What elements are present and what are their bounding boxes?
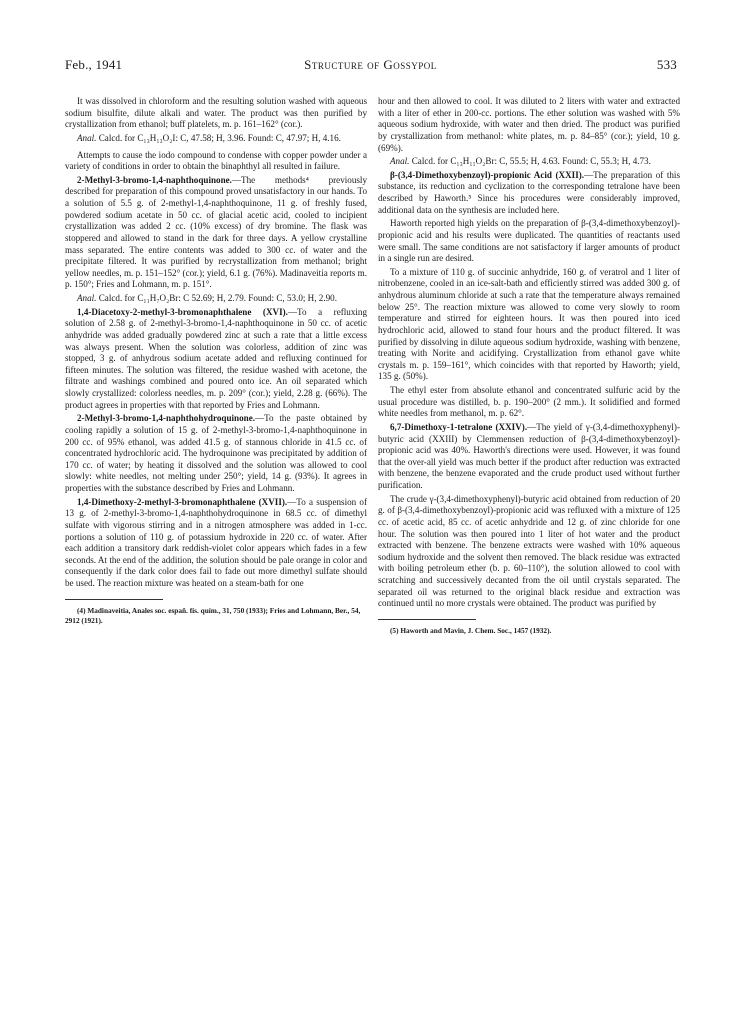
section-heading: 2-Methyl-3-bromo-1,4-naphthohydroquinone.: [77, 413, 256, 424]
analysis-text: Calcd. for C₁₃H₁₁O₂Br: C, 55.5; H, 4.63. Found: C, 55.3; H, 4.73.: [409, 156, 651, 167]
section-paragraph: [65, 497, 367, 590]
anal-label: Anal.: [77, 132, 97, 143]
section-text: —The preparation of this substance, its reduction and cyclization to the corresponding tetralone have been described by Haworth.⁵ Since his procedures were considerably improved, additional data on the synthesis are included here.: [378, 169, 680, 215]
footnote: (4) Madinaveitia, Anales soc. españ. fís. quím., 31, 750 (1933); Fries and Lohmann, Ber., 54, 2912 (1921).: [65, 605, 361, 625]
section-text: —To the paste obtained by cooling rapidly a solution of 15 g. of 2-methyl-3-bromo-1,4-naphthoquinone in 200 cc. of 95% ethanol, was added 41.5 g. of stannous chloride in 41.5 cc. of concentrated hydrochloric acid. The hydroquinone was precipitated by addition of 170 cc. of water; by heating it dissolved and the solution was allowed to cool slowly: white needles, not melting under 250°; yield, 14 g. (93%). It agrees in properties with the substance described by Fries and Lohmann.: [65, 413, 367, 493]
section-text: —The methods⁴ previously described for preparation of this compound proved unsatisfactory in our hands. To a solution of 5.5 g. of 2-methyl-1,4-naphthoquinone, 11 g. of freshly fused, powdered sodium acetate in 50 cc. of glacial acetic acid, cooled to incipient crystallization was added 2 cc. (10% excess) of dry bromine. The flask was stoppered and allowed to stand in the dark for three days. A yellow crystalline mass separated. The entire contents was added to 300 cc. of water and the precipitate filtered. It was purified by recrystallization from methanol; bright yellow needles, m. p. 151–152° (cor.); yield, 6.1 g. (76%). Madinaveitia reports m. p. 150°; Fries and Lohmann, m. p. 151°.: [65, 174, 367, 290]
section-text: —To a suspension of 13 g. of 2-methyl-3-bromo-1,4-naphthohydroquinone in 68.5 cc. of dimethyl sulfate with vigorous stirring and in a nitrogen atmosphere was added in 1-cc. portions a solution of 110 g. of potassium hydroxide in 220 cc. of water. After each addition a transitory dark reddish-violet color appears which fades in a few seconds. At the end of the addition, the solution should be pale orange in color and consequently if the dark color does fail to fade out more dimethyl sulfate should be used. The reaction mixture was heated on a steam-bath for one: [65, 496, 368, 588]
paragraph: To a mixture of 110 g. of succinic anhydride, 160 g. of veratrol and 1 liter of nitrobenzene, cooled in an ice-salt-bath and efficiently stirred was added 300 g. of anhydrous aluminum chloride at such a rate that the temperature always remained below 25°. The reaction mixture was allowed to come very slowly to room temperature and stirred for eighteen hours. It was then poured into iced hydrochloric acid, allowed to stand four hours and the product filtered. It was purified by dissolving in dilute aqueous sodium hydroxide, washing with benzene, treating with Norite and acidifying. Crystallization from ethanol gave white crystals m. p. 159–161°, which coincides with that reported by Haworth; yield, 135 g. (50%).: [378, 266, 680, 382]
running-title: Structure of Gossypol: [304, 57, 437, 72]
paragraph: The ethyl ester from absolute ethanol and concentrated sulfuric acid by the usual procedure was distilled, b. p. 190–200° (2 mm.). It solidified and formed white needles from methanol, m. p. 62°.: [378, 385, 680, 419]
paragraph: Attempts to cause the iodo compound to condense with copper powder under a variety of conditions in order to obtain the binaphthyl all resulted in failure.: [65, 149, 367, 172]
section-paragraph: [65, 307, 367, 412]
paragraph: Haworth reported high yields on the preparation of β-(3,4-dimethoxybenzoyl)-propionic acid and his results were duplicated. The quantities of reactants used were small. The same conditions are not satisfactory if larger amounts of product in a single run are desired.: [378, 218, 680, 264]
left-column: [65, 96, 367, 628]
section-paragraph: [65, 413, 367, 494]
analysis-text: Calcd. for C₁₁H₇O₂Br: C 52.69; H, 2.79. Found: C, 53.0; H, 2.90.: [96, 293, 337, 303]
section-heading: 6,7-Dimethoxy-1-tetralone (XXIV).: [390, 421, 528, 432]
anal-label: Anal.: [390, 156, 410, 167]
section-text: —The yield of γ-(3,4-dimethoxyphenyl)-butyric acid (XXIII) by Clemmensen reduction of β-(3,4-dimethoxybenzoyl)-propionic acid was 40%. Haworth's directions were used. However, it was found that the over-all yield was much better if the product after reduction was extracted with benzene, the benzene evaporated and the crude product used without further purification.: [378, 421, 680, 490]
section-heading: 2-Methyl-3-bromo-1,4-naphthoquinone.: [77, 174, 232, 185]
paragraph: The crude γ-(3,4-dimethoxyphenyl)-butyric acid obtained from reduction of 20 g. of β-(3,4-dimethoxybenzoyl)-propionic acid was refluxed with a mixture of 125 cc. of acetic acid, 85 cc. of acetic anhydride and 12 g. of zinc chloride for one hour. The solution was then poured into 1 liter of hot water and the product extracted with benzene. The benzene extracts were washed with 10% aqueous sodium hydroxide and the solvent then removed. The black residue was extracted with boiling petroleum ether (b. p. 60–110°), the solution allowed to cool with scratching and successively decanted from the oil until crystals separated. The separated oil was returned to the original black residue and extraction was continued until no more crystals were obtained. The product was purified by: [378, 493, 680, 609]
analysis-paragraph: [65, 133, 367, 145]
footnote-rule: [378, 619, 476, 620]
section-paragraph: [378, 170, 680, 217]
right-column: [378, 96, 680, 638]
paragraph: hour and then allowed to cool. It was diluted to 2 liters with water and extracted with a liter of ether in 200-cc. portions. The ether solution was washed with 5% aqueous sodium hydroxide, with water and then dried. The product was purified by crystallization from methanol: white plates, m. p. 84–85° (cor.); yield, 10 g. (69%).: [378, 96, 680, 153]
anal-label: Anal.: [77, 293, 97, 303]
analysis-paragraph: [378, 156, 680, 168]
footnote-rule: [65, 599, 163, 600]
paragraph: It was dissolved in chloroform and the resulting solution washed with aqueous sodium bisulfite, dilute alkali and water. The product was then purified by crystallization from ethanol; buff platelets, m. p. 161–162° (cor.).: [65, 96, 367, 130]
analysis-paragraph: [65, 293, 367, 305]
section-heading: β-(3,4-Dimethoxybenzoyl)-propionic Acid (XXII).: [390, 169, 585, 180]
section-paragraph: [378, 422, 680, 492]
page-number: 533: [656, 57, 677, 72]
section-heading: 1,4-Dimethoxy-2-methyl-3-bromonaphthalene (XVII).: [77, 496, 288, 507]
footnote: (5) Haworth and Mavin, J. Chem. Soc., 1457 (1932).: [390, 625, 552, 635]
section-heading: 1,4-Diacetoxy-2-methyl-3-bromonaphthalene (XVI).: [77, 306, 288, 317]
section-paragraph: [65, 175, 367, 291]
running-date: Feb., 1941: [65, 57, 123, 72]
analysis-text: Calcd. for C₁₃H₁₃O₂I: C, 47.58; H, 3.96. Found: C, 47.97; H, 4.16.: [96, 132, 341, 143]
section-text: —To a refluxing solution of 2.58 g. of 2-methyl-3-bromo-1,4-naphthoquinone in 50 cc. of acetic anhydride was added gradually powdered zinc at such a rate that a little excess was always present. When the solution was colorless, addition of zinc was stopped, 3 g. of anhydrous sodium acetate added and refluxing continued for fifteen minutes. The solution was filtered, the residue washed with acetone, the filtrate and washings combined and poured onto ice. An oil separated which slowly crystallized: colorless needles, m. p. 209° (cor.); yield, 2.28 g. (66%). The product agrees in properties with that reported by Fries and Lohmann.: [65, 306, 367, 410]
